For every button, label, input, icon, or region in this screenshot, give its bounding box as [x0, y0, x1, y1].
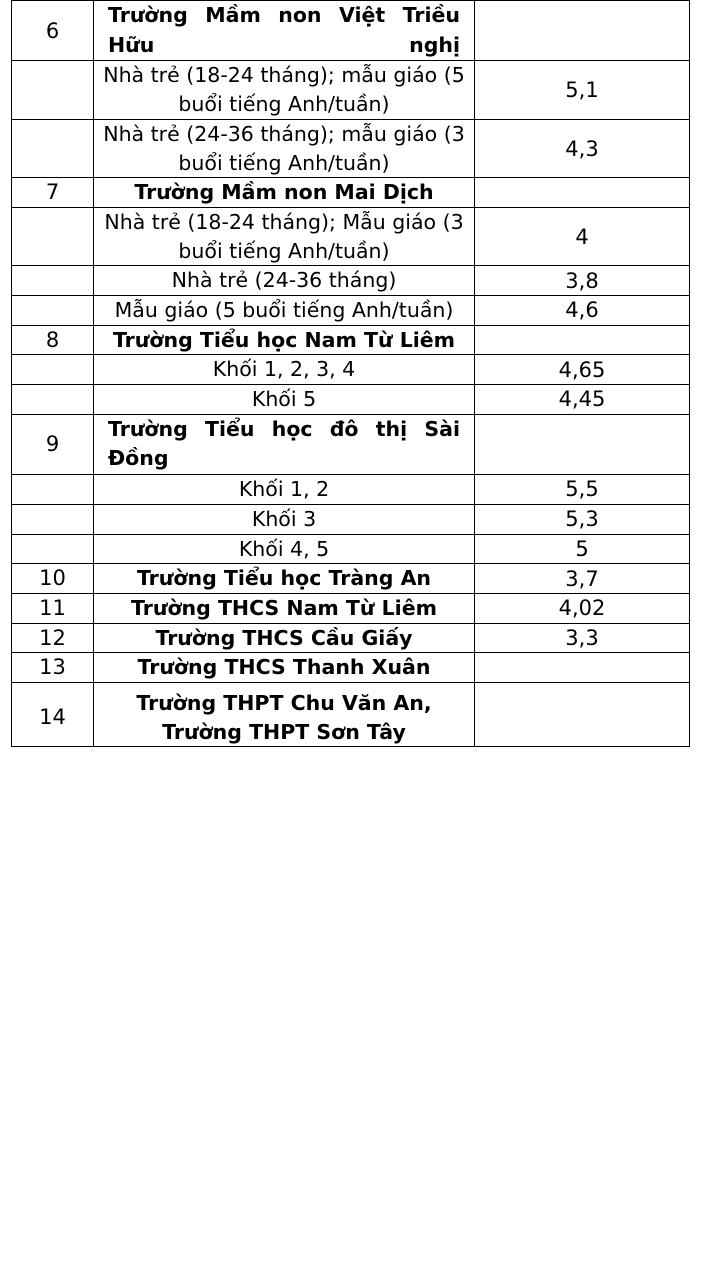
row-name: Nhà trẻ (24-36 tháng): [94, 266, 475, 296]
table-row: [12, 623, 690, 653]
row-name: Trường Mầm non Việt Triều Hữu nghị: [94, 1, 475, 61]
row-name: Trường Tiểu học Nam Từ Liêm: [94, 325, 475, 355]
row-index: 11: [12, 593, 94, 623]
row-value: 5,1: [475, 61, 690, 119]
row-name: Khối 1, 2, 3, 4: [94, 355, 475, 385]
table-row: [12, 1, 690, 61]
table-row: [12, 504, 690, 534]
row-name: Khối 4, 5: [94, 534, 475, 564]
row-name: Khối 3: [94, 504, 475, 534]
table-row: [12, 178, 690, 208]
row-index: 9: [12, 414, 94, 474]
table-row: [12, 355, 690, 385]
table-row: [12, 119, 690, 177]
row-name: Trường Tiểu học Tràng An: [94, 564, 475, 594]
row-index: [12, 266, 94, 296]
row-name: Trường THCS Nam Từ Liêm: [94, 593, 475, 623]
row-index: [12, 534, 94, 564]
row-index: 6: [12, 1, 94, 61]
row-value: 5,5: [475, 475, 690, 505]
row-value: [475, 653, 690, 683]
row-value: [475, 178, 690, 208]
row-index: [12, 61, 94, 119]
row-name: Mẫu giáo (5 buổi tiếng Anh/tuần): [94, 295, 475, 325]
row-index: [12, 119, 94, 177]
row-index: [12, 207, 94, 265]
row-value: 4,3: [475, 119, 690, 177]
row-value: 3,8: [475, 266, 690, 296]
row-name: Trường THCS Cầu Giấy: [94, 623, 475, 653]
row-value: 3,3: [475, 623, 690, 653]
row-name: Trường THCS Thanh Xuân: [94, 653, 475, 683]
row-value: 3,7: [475, 564, 690, 594]
row-name: Khối 5: [94, 385, 475, 415]
row-index: 7: [12, 178, 94, 208]
row-value: [475, 414, 690, 474]
row-index: 10: [12, 564, 94, 594]
table-row: [12, 593, 690, 623]
row-value: 4,02: [475, 593, 690, 623]
table-row-clipped: [12, 682, 690, 746]
row-name: Khối 1, 2: [94, 475, 475, 505]
row-value: 4,65: [475, 355, 690, 385]
row-name: Nhà trẻ (24-36 tháng); mẫu giáo (3 buổi tiếng Anh/tuần): [94, 119, 475, 177]
fee-schedule-table: [11, 0, 690, 747]
row-value: 4,45: [475, 385, 690, 415]
row-index: [12, 295, 94, 325]
table-body: [12, 1, 690, 747]
table-row: [12, 61, 690, 119]
table-row: [12, 295, 690, 325]
row-index: [12, 355, 94, 385]
row-value: [475, 325, 690, 355]
row-name: Nhà trẻ (18-24 tháng); mẫu giáo (5 buổi tiếng Anh/tuần): [94, 61, 475, 119]
table-row: [12, 653, 690, 683]
row-index: [12, 385, 94, 415]
row-name: Trường THPT Chu Văn An, Trường THPT Sơn Tây: [94, 682, 475, 746]
table-row: [12, 534, 690, 564]
row-name: Trường Tiểu học đô thị Sài Đồng: [94, 414, 475, 474]
row-value: [475, 1, 690, 61]
table-row: [12, 266, 690, 296]
row-name: Nhà trẻ (18-24 tháng); Mẫu giáo (3 buổi tiếng Anh/tuần): [94, 207, 475, 265]
table-row: [12, 475, 690, 505]
table-row: [12, 207, 690, 265]
row-name: Trường Mầm non Mai Dịch: [94, 178, 475, 208]
row-value: [475, 682, 690, 746]
row-value: 5: [475, 534, 690, 564]
table-row: [12, 564, 690, 594]
row-index: [12, 504, 94, 534]
table-row: [12, 385, 690, 415]
row-index: 8: [12, 325, 94, 355]
row-value: 4,6: [475, 295, 690, 325]
table-row: [12, 325, 690, 355]
row-index: [12, 475, 94, 505]
row-index: 12: [12, 623, 94, 653]
row-value: 4: [475, 207, 690, 265]
row-index: 13: [12, 653, 94, 683]
table-row: [12, 414, 690, 474]
row-index: 14: [12, 682, 94, 746]
row-value: 5,3: [475, 504, 690, 534]
